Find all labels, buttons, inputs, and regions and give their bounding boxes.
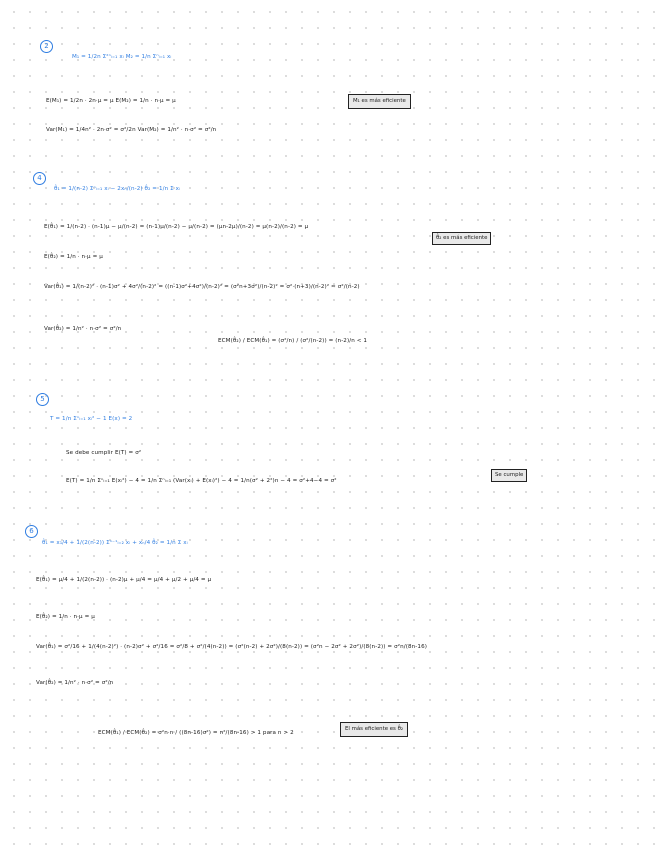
section-6-variance-1: Var(θ̂₁) = σ²/16 + 1/(4(n-2)²) · (n-2)σ² + σ²/16 = σ²/8 + σ²/(4(n-2)) = (σ²(n-2) + 2σ²)/(8(n-2)) = (σ²n − 2σ² + 2σ²)/(8(n-2)) = σ²n/(8n-16) — [36, 644, 428, 650]
section-4-definition: θ̂₁ = 1/(n-2) Σⁿᵢ₌₁ xᵢ − 2xₙ/(n-2) θ̂₂ = 1/n Σ xᵢ — [54, 186, 181, 192]
section-6-expectation-1: E(θ̂₁) = μ/4 + 1/(2(n-2)) · (n-2)μ + μ/4 = μ/4 + μ/2 + μ/4 = μ — [36, 577, 212, 583]
section-2-conclusion-box: M₁ es más eficiente — [348, 94, 411, 109]
section-number-6: 6 — [25, 525, 38, 538]
section-4-expectation-2: E(θ̂₂) = 1/n · n·μ = μ — [44, 254, 103, 260]
section-number-2: 2 — [40, 40, 53, 53]
section-number-5: 5 — [36, 393, 49, 406]
section-4-expectation-1: E(θ̂₁) = 1/(n-2) · (n-1)μ − μ/(n-2) = (n-1)μ/(n-2) − μ/(n-2) = (μn-2μ)/(n-2) = μ(n-2)/(n-2) = μ — [44, 224, 309, 230]
section-4-variance-2: Var(θ̂₂) = 1/n² · n·σ² = σ²/n — [44, 326, 122, 332]
section-5-calculation: E(T) = 1/n Σⁿᵢ₌₁ E(xᵢ²) − 4 = 1/n Σⁿᵢ₌₁ (Var(xᵢ) + E(xᵢ)²) − 4 = 1/n(σ² + 2²)n − 4 = σ²+4−4 = σ² — [66, 478, 337, 484]
section-6-conclusion-box: El más eficiente es θ̂₂ — [340, 722, 408, 737]
section-6-expectation-2: E(θ̂₂) = 1/n · n·μ = μ — [36, 614, 95, 620]
section-2-variance: Var(M₁) = 1/4n² · 2n·σ² = σ²/2n Var(M₂) = 1/n² · n·σ² = σ²/n — [46, 127, 217, 133]
section-4-ecm-ratio: ECM(θ̂₂) / ECM(θ̂₁) = (σ²/n) / (σ²/(n-2)) = (n-2)/n < 1 — [218, 338, 368, 344]
section-6-variance-2: Var(θ̂₂) = 1/n² · n·σ² = σ²/n — [36, 680, 114, 686]
section-number-4: 4 — [33, 172, 46, 185]
section-5-claim: Se debe cumplir E(T) = σ² — [66, 450, 142, 456]
section-5-definition: T = 1/n Σⁿᵢ₌₁ xᵢ² − 1 E(x) = 2 — [50, 416, 133, 422]
section-4-variance-1: Var(θ̂₁) = 1/(n-2)² · (n-1)σ² + 4σ²/(n-2)² = ((n-1)σ²+4σ²)/(n-2)² = (σ²n+3σ²)/(n-2)² = σ²·(n+3)/(n-2)² ≈ σ²/(n-2) — [44, 284, 360, 290]
section-5-conclusion-box: Se cumple — [491, 469, 527, 482]
section-6-definition: θ̂₁ = x₁/4 + 1/(2(n-2)) Σⁿ⁻¹ᵢ₌₂ xᵢ + xₙ/4 θ̂₂ = 1/n Σ xᵢ — [42, 540, 188, 546]
section-2-definition: M₁ = 1/2n Σ²ⁿᵢ₌₁ xᵢ M₂ = 1/n Σⁿᵢ₌₁ xᵢ — [72, 54, 172, 60]
section-2-expectation: E(M₁) = 1/2n · 2n·μ = μ E(M₂) = 1/n · n·μ = μ — [46, 98, 176, 104]
section-6-ecm-ratio: ECM(θ̂₁) / ECM(θ̂₂) = σ²n·n / ((8n-16)σ²) = n²/(8n-16) > 1 para n > 2 — [98, 730, 294, 736]
section-4-conclusion-box: θ̂₂ es más eficiente — [432, 232, 491, 245]
